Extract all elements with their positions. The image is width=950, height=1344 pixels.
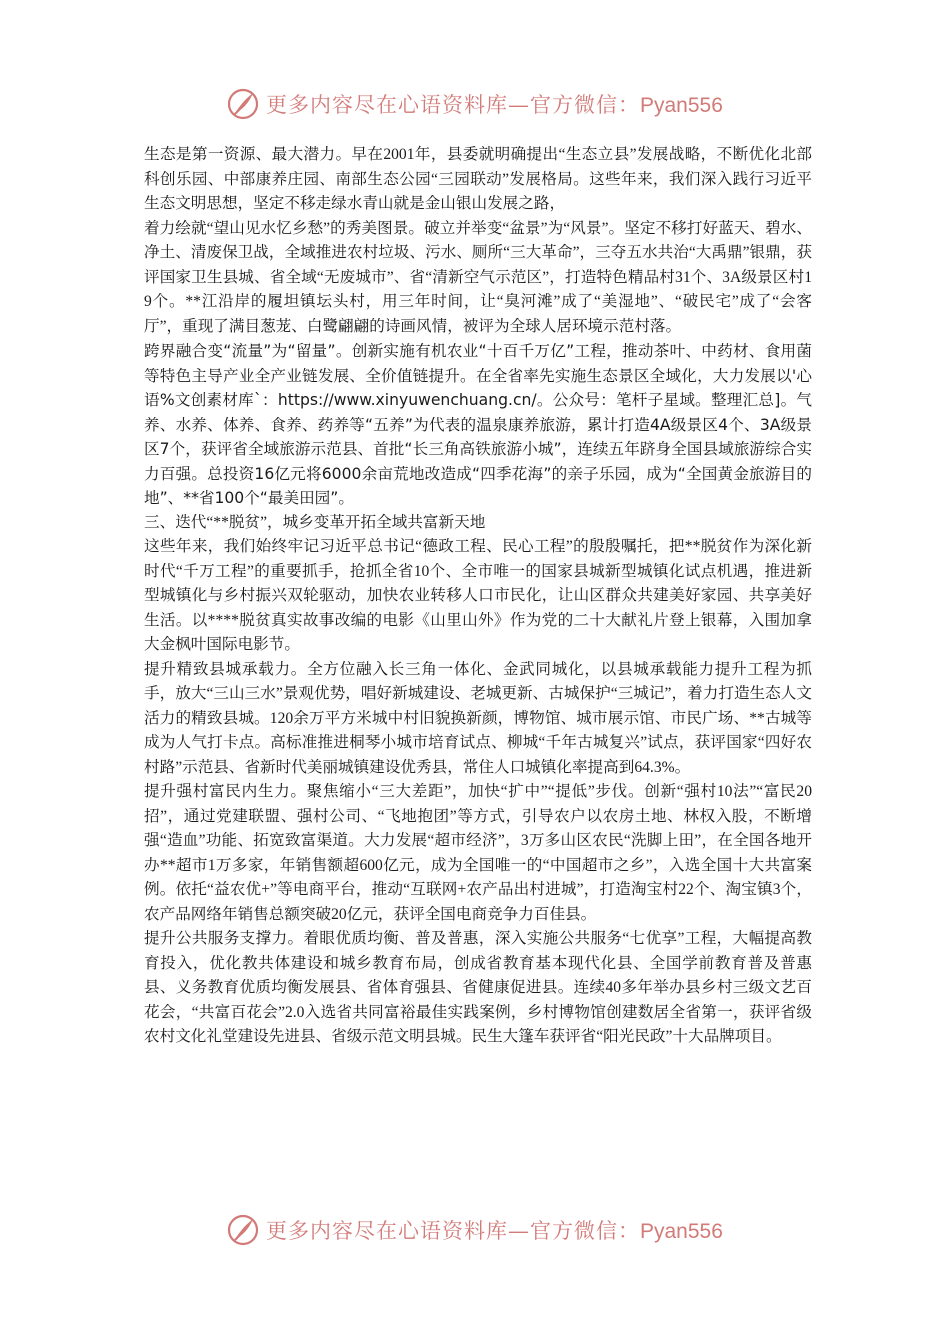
- paragraph-village-wealth: 提升强村富民内生力。聚焦缩小“三大差距”，加快“扩中”“提低”步伐。创新“强村10法”“富民20招”，通过党建联盟、强村公司、“飞地抱团”等方式，引导农户以农房土地、林权入股，不断增强“造血”功能、拓宽致富渠道。大力发展“超市经济”，3万多山区农民“洗脚上田”，在全国各地开办**超市1万多家，年销售额超600亿元，成为全国唯一的“中国超市之乡”，入选全国十大共富案例。依托“益农优+”等电商平台，推动“互联网+农产品出村进城”，打造淘宝村22个、淘宝镇3个，农产品网络年销售总额突破20亿元，获评全国电商竞争力百佳县。: [144, 783, 812, 923]
- header-watermark-banner: [0, 82, 950, 126]
- quill-logo-icon: [226, 87, 260, 121]
- quill-logo-icon: [226, 1213, 260, 1247]
- wechat-id: Pyan556: [640, 1220, 723, 1243]
- wechat-id: Pyan556: [640, 94, 723, 117]
- paragraph-poverty: 这些年来，我们始终牢记习近平总书记“德政工程、民心工程”的殷殷嘱托，把**脱贫作为深化新时代“千万工程”的重要抓手，抢抓全省10个、全市唯一的国家县城新型城镇化试点机遇，推进新型城镇化与乡村振兴双轮驱动，加快农业转移人口市民化，让山区群众共建美好家园、共享美好生活。以****脱贫真实故事改编的电影《山里山外》作为党的二十大献礼片登上银幕，入围加拿大金枫叶国际电影节。: [144, 538, 812, 653]
- watermark-text: 更多内容尽在心语资料库—官方微信：Pyan556: [266, 1219, 723, 1243]
- section-heading-3: 三、迭代“**脱贫”，城乡变革开拓全域共富新天地: [144, 513, 486, 531]
- paragraph-tourism: 跨界融合变“流量”为“留量”。创新实施有机农业“十百千万亿”工程，推动茶叶、中药材、食用菌等特色主导产业全产业链发展、全价值链提升。在全省率先实施生态景区全域化，大力发展以'心语%文创素材库`：https://www.xinyuwenchuang.cn/。公众号：笔杆子星域。整理汇总]。气养、水养、体养、食养、药养等“五养”为代表的温泉康养旅游，累计打造4A级景区4个、3A级景区7个，获评省全域旅游示范县、首批“长三角高铁旅游小城”，连续五年跻身全国县域旅游综合实力百强。总投资16亿元将6000余亩荒地改造成“四季花海”的亲子乐园，成为“全国黄金旅游目的地”、**省100个“最美田园”。: [144, 342, 812, 507]
- footer-watermark-banner: [0, 1208, 950, 1252]
- paragraph-ecology-intro: 生态是第一资源、最大潜力。早在2001年，县委就明确提出“生态立县”发展战略，不断优化北部科创乐园、中部康养庄园、南部生态公园“三园联动”发展格局。这些年来，我们深入践行习近平生态文明思想，坚定不移走绿水青山就是金山银山发展之路，: [144, 146, 812, 212]
- paragraph-county-town: 提升精致县城承载力。全方位融入长三角一体化、金武同城化，以县城承载能力提升工程为抓手，放大“三山三水”景观优势，唱好新城建设、老城更新、古城保护“三城记”，着力打造生态人文活力的精致县城。120余万平方米城中村旧貌换新颜，博物馆、城市展示馆、市民广场、**古城等成为人气打卡点。高标准推进桐琴小城市培育试点、柳城“千年古城复兴”试点，获评国家“四好农村路”示范县、省新时代美丽城镇建设优秀县，常住人口城镇化率提高到64.3%。: [144, 660, 812, 776]
- document-body: [144, 143, 812, 1050]
- paragraph-public-service: 提升公共服务支撑力。着眼优质均衡、普及普惠，深入实施公共服务“七优享”工程，大幅提高教育投入，优化教共体建设和城乡教育布局，创成省教育基本现代化县、全国学前教育普及普惠县、义务教育优质均衡发展县、省体育强县、省健康促进县。连续40多年举办县乡村三级文艺百花会，“共富百花会”2.0入选省共同富裕最佳实践案例，乡村博物馆创建数居全省第一，获评省级农村文化礼堂建设先进县、省级示范文明县城。民生大篷车获评省“阳光民政”十大品牌项目。: [144, 930, 812, 1045]
- watermark-text: 更多内容尽在心语资料库—官方微信：Pyan556: [266, 93, 723, 117]
- paragraph-landscape: 着力绘就“望山见水忆乡愁”的秀美图景。破立并举变“盆景”为“风景”。坚定不移打好蓝天、碧水、净土、清废保卫战，全域推进农村垃圾、污水、厕所“三大革命”，三夺五水共治“大禹鼎”银鼎，获评国家卫生县城、省全域“无废城市”、省“清新空气示范区”，打造特色精品村31个、3A级景区村19个。**江沿岸的履坦镇坛头村，用三年时间，让“臭河滩”成了“美湿地”、“破民宅”成了“会客厅”，重现了满目葱茏、白鹭翩翩的诗画风情，被评为全球人居环境示范村落。: [144, 219, 812, 335]
